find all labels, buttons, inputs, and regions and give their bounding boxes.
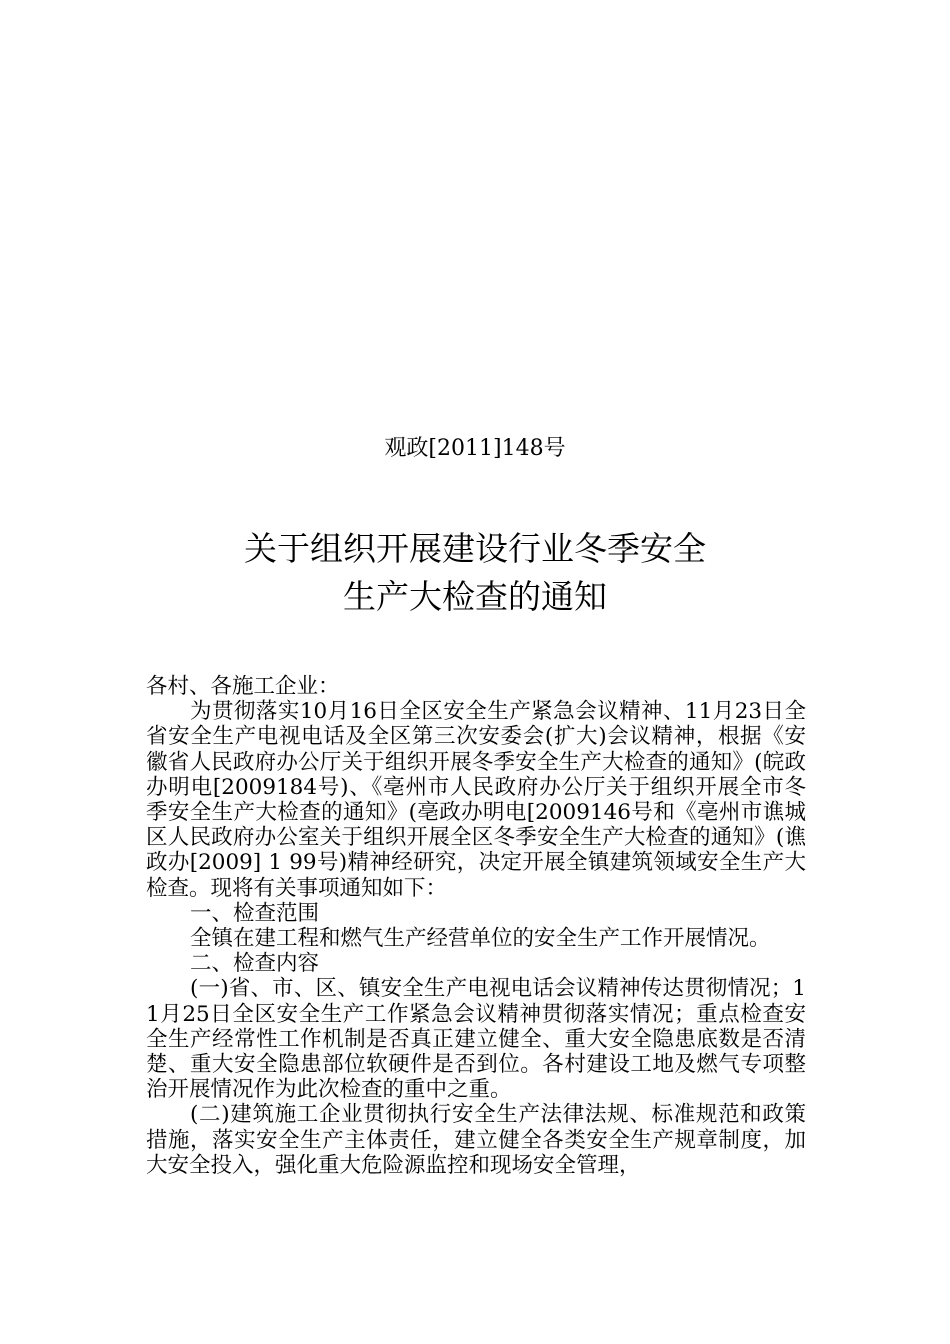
document-title-line-1: 关于组织开展建设行业冬季安全 xyxy=(244,529,706,568)
body-paragraph-content-2: (二)建筑施工企业贯彻执行安全生产法律法规、标准规范和政策措施，落实安全生产主体责任，建立健全各类安全生产规章制度，加大安全投入，强化重大危险源监控和现场安全管理， xyxy=(146,1102,806,1178)
body-paragraph-intro: 为贯彻落实10月16日全区安全生产紧急会议精神、11月23日全省安全生产电视电话及全区第三次安委会(扩大)会议精神，根据《安徽省人民政府办公厅关于组织开展冬季安全生产大检查的通知》(皖政办明电[2009184号)、《亳州市人民政府办公厅关于组织开展全市冬季安全生产大检查的通知》(亳政办明电[2009146号和《亳州市谯城区人民政府办公室关于组织开展全区冬季安全生产大检查的通知》(谯政办[2009] 1 99号)精神经研究，决定开展全镇建筑领域安全生产大检查。现将有关事项通知如下： xyxy=(146,699,806,901)
body-paragraph-content-1: (一)省、市、区、镇安全生产电视电话会议精神传达贯彻情况；11月25日全区安全生产工作紧急会议精神贯彻落实情况；重点检查安全生产经常性工作机制是否真正建立健全、重大安全隐患底数是否清楚、重大安全隐患部位软硬件是否到位。各村建设工地及燃气专项整治开展情况作为此次检查的重中之重。 xyxy=(146,976,806,1103)
document-body xyxy=(146,674,806,1178)
section-heading-content: 二、检查内容 xyxy=(190,951,320,977)
document-title xyxy=(0,525,950,621)
document-number: 观政[2011]148号 xyxy=(384,436,566,461)
document-title-line-2: 生产大检查的通知 xyxy=(343,577,607,616)
body-paragraph-scope: 全镇在建工程和燃气生产经营单位的安全生产工作开展情况。 xyxy=(190,926,771,952)
section-heading-scope: 一、检查范围 xyxy=(190,900,320,926)
salutation: 各村、各施工企业： xyxy=(146,674,340,699)
